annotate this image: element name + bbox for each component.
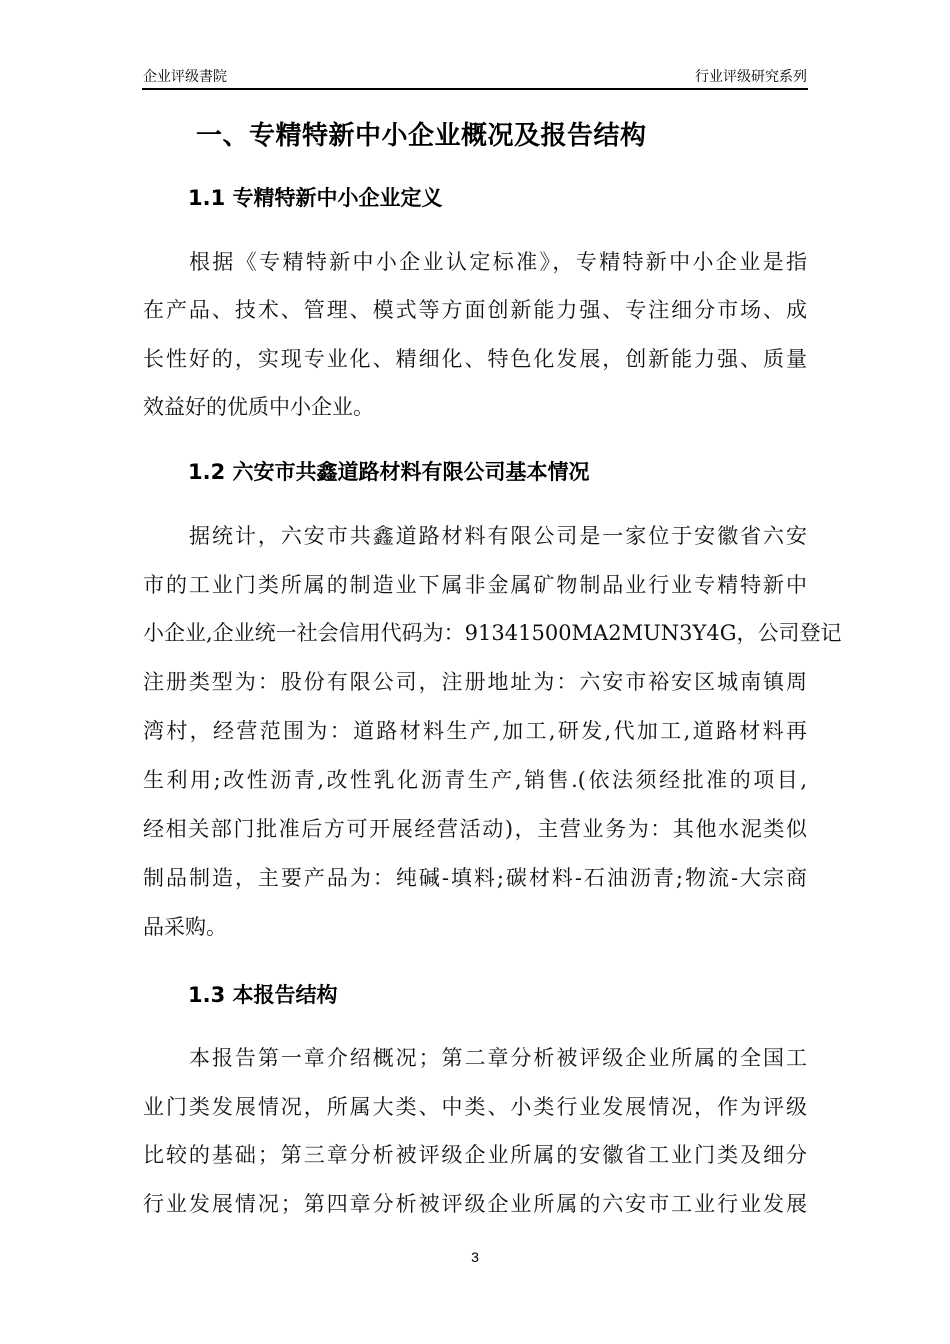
paragraph-line: 市的工业门类所属的制造业下属非金属矿物制品业行业专精特新中 [143, 573, 807, 597]
paragraph-line: 长性好的，实现专业化、精细化、特色化发展，创新能力强、质量 [143, 347, 807, 371]
section-heading-1-2: 1.2 六安市共鑫道路材料有限公司基本情况 [188, 460, 590, 484]
header-publisher: 企业评级書院 [143, 69, 227, 85]
section-heading-1-3: 1.3 本报告结构 [188, 983, 338, 1007]
header-divider [142, 88, 808, 90]
paragraph-line: 据统计，六安市共鑫道路材料有限公司是一家位于安徽省六安 [189, 524, 807, 548]
paragraph-line: 制品制造，主要产品为：纯碱-填料;碳材料-石油沥青;物流-大宗商 [143, 866, 807, 890]
section-heading-1-1: 1.1 专精特新中小企业定义 [188, 186, 443, 210]
paragraph-line: 湾村，经营范围为：道路材料生产,加工,研发,代加工,道路材料再 [143, 719, 807, 743]
paragraph-line: 在产品、技术、管理、模式等方面创新能力强、专注细分市场、成 [143, 298, 807, 322]
paragraph-line: 小企业,企业统一社会信用代码为：91341500MA2MUN3Y4G，公司登记 [143, 621, 842, 645]
paragraph-line: 品采购。 [143, 915, 227, 939]
paragraph-line: 效益好的优质中小企业。 [143, 395, 374, 419]
paragraph-line: 生利用;改性沥青,改性乳化沥青生产,销售.(依法须经批准的项目, [143, 768, 807, 792]
chapter-title: 一、专精特新中小企业概况及报告结构 [196, 121, 647, 151]
paragraph-line: 经相关部门批准后方可开展经营活动)，主营业务为：其他水泥类似 [143, 817, 807, 841]
paragraph-line: 根据《专精特新中小企业认定标准》，专精特新中小企业是指 [189, 250, 807, 274]
paragraph-line: 行业发展情况；第四章分析被评级企业所属的六安市工业行业发展 [143, 1192, 807, 1216]
page-number: 3 [471, 1249, 479, 1265]
paragraph-line: 业门类发展情况，所属大类、中类、小类行业发展情况，作为评级 [143, 1095, 807, 1119]
paragraph-line: 本报告第一章介绍概况；第二章分析被评级企业所属的全国工 [189, 1046, 807, 1070]
header-series: 行业评级研究系列 [695, 69, 807, 85]
paragraph-line: 比较的基础；第三章分析被评级企业所属的安徽省工业门类及细分 [143, 1143, 807, 1167]
paragraph-line: 注册类型为：股份有限公司，注册地址为：六安市裕安区城南镇周 [143, 670, 807, 694]
